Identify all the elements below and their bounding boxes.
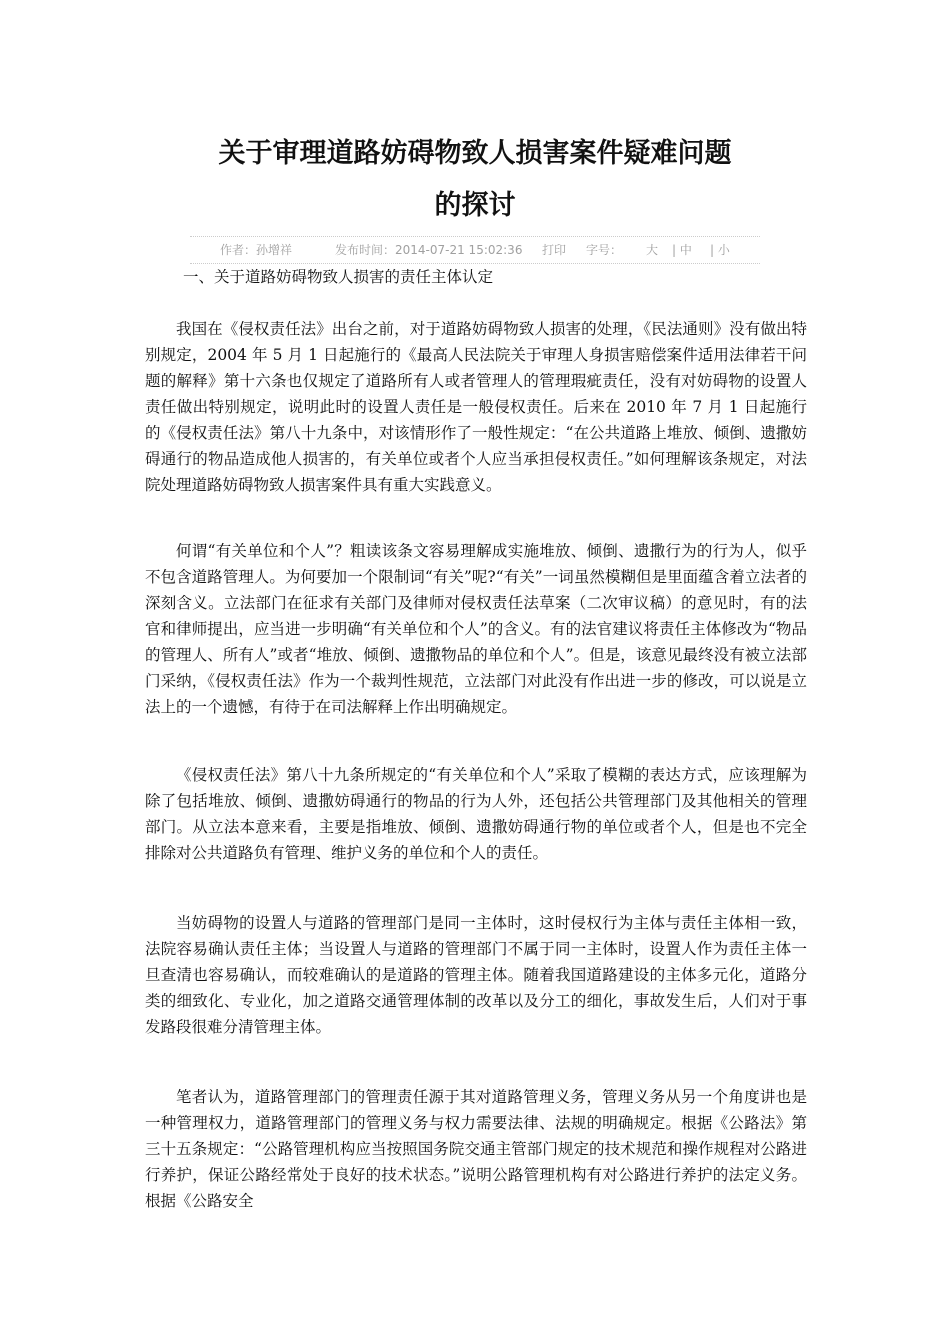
paragraph-3: 《侵权责任法》第八十九条所规定的“有关单位和个人”采取了模糊的表达方式，应该理解为除了包括堆放、倾倒、遗撒妨碍通行的物品的行为人外，还包括公共管理部门及其他相关的管理部门。从立法本意来看，主要是指堆放、倾倒、遗撒妨碍通行物的单位或者个人，但是也不完全排除对公共道路负有管理、维护义务的单位和个人的责任。 bbox=[145, 766, 807, 862]
section-heading: 一、关于道路妨碍物致人损害的责任主体认定 bbox=[183, 268, 494, 286]
font-size-medium-link[interactable]: | 中 bbox=[672, 243, 692, 257]
author-label: 作者：孙增祥 bbox=[220, 243, 293, 257]
article-meta-bar bbox=[190, 236, 760, 264]
title-line-1: 关于审理道路妨碍物致人损害案件疑难问题 bbox=[218, 138, 732, 169]
paragraph-2: 何谓“有关单位和个人”？粗读该条文容易理解成实施堆放、倾倒、遗撒行为的行为人，似乎不包含道路管理人。为何要加一个限制词“有关”呢?“有关”一词虽然模糊但是里面蕴含着立法者的深刻含义。立法部门在征求有关部门及律师对侵权责任法草案（二次审议稿）的意见时，有的法官和律师提出，应当进一步明确“有关单位和个人”的含义。有的法官建议将责任主体修改为“物品的管理人、所有人”或者“堆放、倾倒、遗撒物品的单位和个人”。但是，该意见最终没有被立法部门采纳，《侵权责任法》作为一个裁判性规范，立法部门对此没有作出进一步的修改，可以说是立法上的一个遗憾，有待于在司法解释上作出明确规定。 bbox=[145, 542, 807, 716]
print-link[interactable]: 打印 bbox=[542, 243, 567, 257]
paragraph-1: 我国在《侵权责任法》出台之前，对于道路妨碍物致人损害的处理，《民法通则》没有做出特别规定，2004 年 5 月 1 日起施行的《最高人民法院关于审理人身损害赔偿案件适用法律若干问题的解释》第十六条也仅规定了道路所有人或者管理人的管理瑕疵责任，没有对妨碍物的设置人责任做出特别规定，说明此时的设置人责任是一般侵权责任。后来在 2010 年 7 月 1 日起施行的《侵权责任法》第八十九条中，对该情形作了一般性规定：“在公共道路上堆放、倾倒、遗撒妨碍通行的物品造成他人损害的，有关单位或者个人应当承担侵权责任。”如何理解该条规定，对法院处理道路妨碍物致人损害案件具有重大实践意义。 bbox=[145, 320, 807, 494]
publish-time: 发布时间：2014-07-21 15:02:36 bbox=[335, 243, 523, 257]
paragraph-5: 笔者认为，道路管理部门的管理责任源于其对道路管理义务，管理义务从另一个角度讲也是一种管理权力，道路管理部门的管理义务与权力需要法律、法规的明确规定。根据《公路法》第三十五条规定：“公路管理机构应当按照国务院交通主管部门规定的技术规范和操作规程对公路进行养护，保证公路经常处于良好的技术状态。”说明公路管理机构有对公路进行养护的法定义务。根据《公路安全 bbox=[145, 1088, 807, 1210]
paragraph-4: 当妨碍物的设置人与道路的管理部门是同一主体时，这时侵权行为主体与责任主体相一致，法院容易确认责任主体；当设置人与道路的管理部门不属于同一主体时，设置人作为责任主体一旦查清也容易确认，而较难确认的是道路的管理主体。随着我国道路建设的主体多元化，道路分类的细致化、专业化，加之道路交通管理体制的改革以及分工的细化，事故发生后，人们对于事发路段很难分清管理主体。 bbox=[145, 914, 807, 1036]
font-size-label: 字号： bbox=[586, 243, 623, 257]
article-title bbox=[145, 128, 805, 232]
font-size-small-link[interactable]: | 小 bbox=[710, 243, 730, 257]
title-line-2: 的探讨 bbox=[434, 190, 516, 221]
font-size-large-link[interactable]: 大 bbox=[646, 243, 659, 257]
